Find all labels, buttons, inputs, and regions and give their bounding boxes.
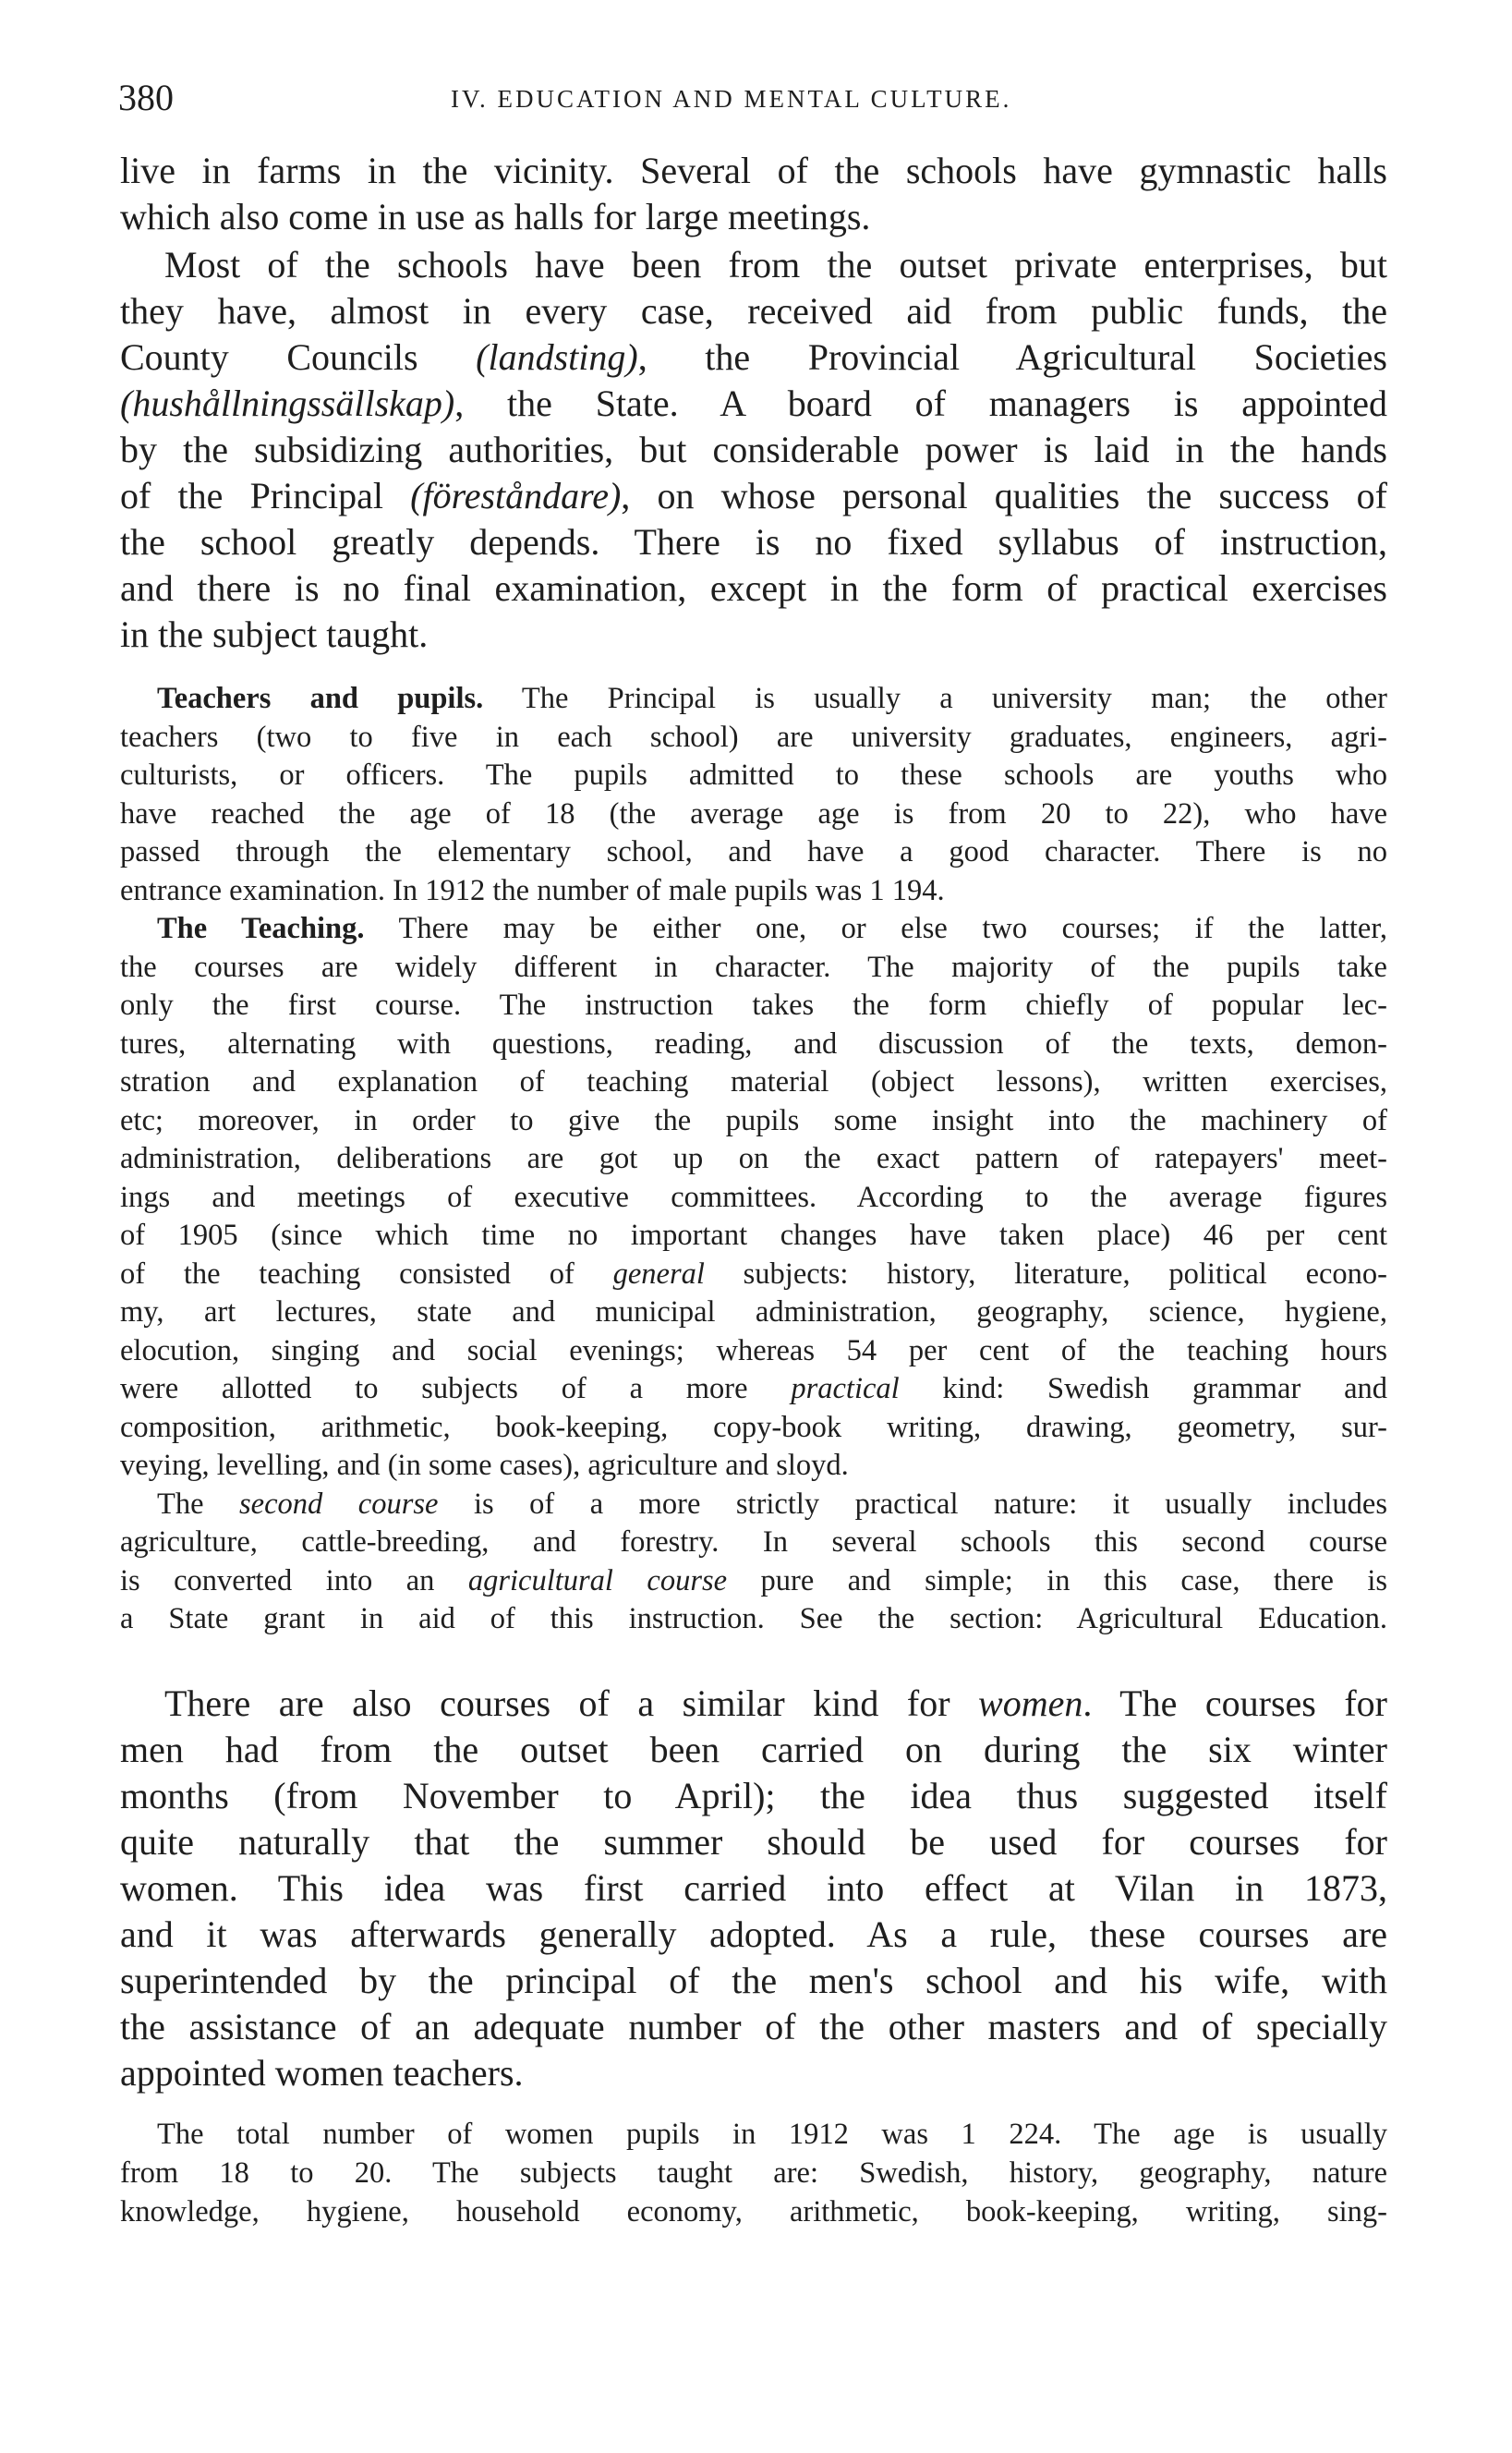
text-line: of the Principal (föreståndare), on whose personal qualities the success of	[120, 475, 1387, 516]
text-line: composition, arithmetic, book-keeping, copy-book writing, drawing, geometry, sur-	[120, 1410, 1387, 1444]
italic-term: women	[978, 1682, 1083, 1724]
text-line: and there is no final examination, except in the form of practical exercises	[120, 567, 1387, 609]
text-line: by the subsidizing authorities, but considerable power is laid in the hands	[120, 429, 1387, 470]
paragraph-continuation	[120, 148, 1387, 240]
text-line: culturists, or officers. The pupils admitted to these schools are youths who	[120, 759, 1387, 792]
text-line: stration and explanation of teaching material (object lessons), written exercises,	[120, 1065, 1387, 1099]
text-line: administration, deliberations are got up on the exact pattern of ratepayers' meet-	[120, 1142, 1387, 1175]
text-line: in the subject taught.	[120, 613, 429, 655]
text-line: men had from the outset been carried on during the six winter	[120, 1729, 1387, 1770]
text-line: quite naturally that the summer should be used for courses for	[120, 1821, 1387, 1863]
text-line: There are also courses of a similar kind for women. The courses for	[164, 1682, 1387, 1724]
text-line: of 1905 (since which time no important changes have taken place) 46 per cent	[120, 1219, 1387, 1252]
text-line: women. This idea was first carried into effect at Vilan in 1873,	[120, 1867, 1387, 1909]
text-line: Teachers and pupils. The Principal is usually a university man; the other	[157, 682, 1387, 715]
text-line: The second course is of a more strictly practical nature: it usually includes	[157, 1487, 1387, 1521]
small-print-section	[120, 680, 1387, 1639]
paragraph-women-pupils	[120, 2115, 1387, 2231]
paragraph-schools-funding	[120, 242, 1387, 658]
italic-term: agricultural course	[467, 1563, 728, 1597]
text-line: live in farms in the vicinity. Several of the schools have gymnastic halls	[120, 150, 1387, 191]
page-header	[118, 72, 1391, 128]
text-line: only the first course. The instruction takes the form chiefly of popular lec-	[120, 989, 1387, 1022]
text-line: have reached the age of 18 (the average age is from 20 to 22), who have	[120, 796, 1387, 831]
text-line: The Teaching. There may be either one, or else two courses; if the latter,	[157, 912, 1387, 945]
section-heading-teaching: The Teaching.	[157, 912, 365, 945]
page-number: 380	[118, 77, 174, 118]
text-line: were allotted to subjects of a more practical kind: Swedish grammar and	[120, 1372, 1387, 1405]
text-line: tures, alternating with questions, reading, and discussion of the texts, demon-	[120, 1026, 1387, 1061]
text-line: veying, levelling, and (in some cases), agriculture and sloyd.	[120, 1449, 849, 1482]
paragraph-women-courses	[120, 1681, 1387, 2096]
text-line: of the teaching consisted of general subjects: history, literature, political econo-	[120, 1257, 1387, 1291]
text-line: a State grant in aid of this instruction. See the section: Agricultural Education.	[120, 1602, 1387, 1635]
text-line: the assistance of an adequate number of the other masters and of specially	[120, 2006, 1387, 2047]
text-line: knowledge, hygiene, household economy, arithmetic, book-keeping, writing, sing-	[120, 2195, 1387, 2228]
text-line: Most of the schools have been from the outset private enterprises, but	[164, 244, 1387, 285]
text-line: entrance examination. In 1912 the number of male pupils was 1 194.	[120, 873, 945, 907]
text-line: elocution, singing and social evenings; whereas 54 per cent of the teaching hours	[120, 1333, 1387, 1367]
italic-term: (landsting)	[476, 336, 638, 378]
text-line: ings and meetings of executive committees. According to the average figures	[120, 1180, 1387, 1214]
text-line: agriculture, cattle-breeding, and forestry. In several schools this second course	[120, 1525, 1387, 1559]
running-head: IV. EDUCATION AND MENTAL CULTURE.	[451, 85, 1012, 113]
text-line: passed through the elementary school, and have a good character. There is no	[120, 835, 1387, 868]
text-line: and it was afterwards generally adopted. As a rule, these courses are	[120, 1913, 1387, 1955]
text-line: which also come in use as halls for large meetings.	[120, 196, 871, 237]
section-heading-teachers-pupils: Teachers and pupils.	[157, 682, 484, 715]
text-line: superintended by the principal of the men's school and his wife, with	[120, 1960, 1387, 2001]
text-line: teachers (two to five in each school) are university graduates, engineers, agri-	[120, 720, 1387, 754]
text-line: appointed women teachers.	[120, 2052, 524, 2094]
italic-term: second course	[239, 1487, 439, 1521]
text-line: The total number of women pupils in 1912 was 1 224. The age is usually	[157, 2118, 1387, 2151]
italic-term: (föreståndare)	[410, 475, 622, 516]
italic-term: general	[612, 1257, 705, 1291]
italic-term: (hushållningssällskap)	[120, 383, 455, 424]
text-line: my, art lectures, state and municipal administration, geography, science, hygiene,	[120, 1295, 1387, 1329]
italic-term: practical	[791, 1372, 900, 1405]
text-line: is converted into an agricultural course pure and simple; in this case, there is	[120, 1563, 1387, 1597]
text-line: (hushållningssällskap), the State. A board of managers is appointed	[120, 383, 1387, 424]
text-line: the school greatly depends. There is no fixed syllabus of instruction,	[120, 521, 1387, 563]
text-line: etc; moreover, in order to give the pupils some insight into the machinery of	[120, 1103, 1387, 1137]
text-line: County Councils (landsting), the Provincial Agricultural Societies	[120, 336, 1387, 378]
text-line: months (from November to April); the idea thus suggested itself	[120, 1775, 1387, 1816]
text-line: they have, almost in every case, received aid from public funds, the	[120, 290, 1387, 332]
text-line: from 18 to 20. The subjects taught are: Swedish, history, geography, nature	[120, 2156, 1387, 2190]
text-line: the courses are widely different in character. The majority of the pupils take	[120, 950, 1387, 984]
